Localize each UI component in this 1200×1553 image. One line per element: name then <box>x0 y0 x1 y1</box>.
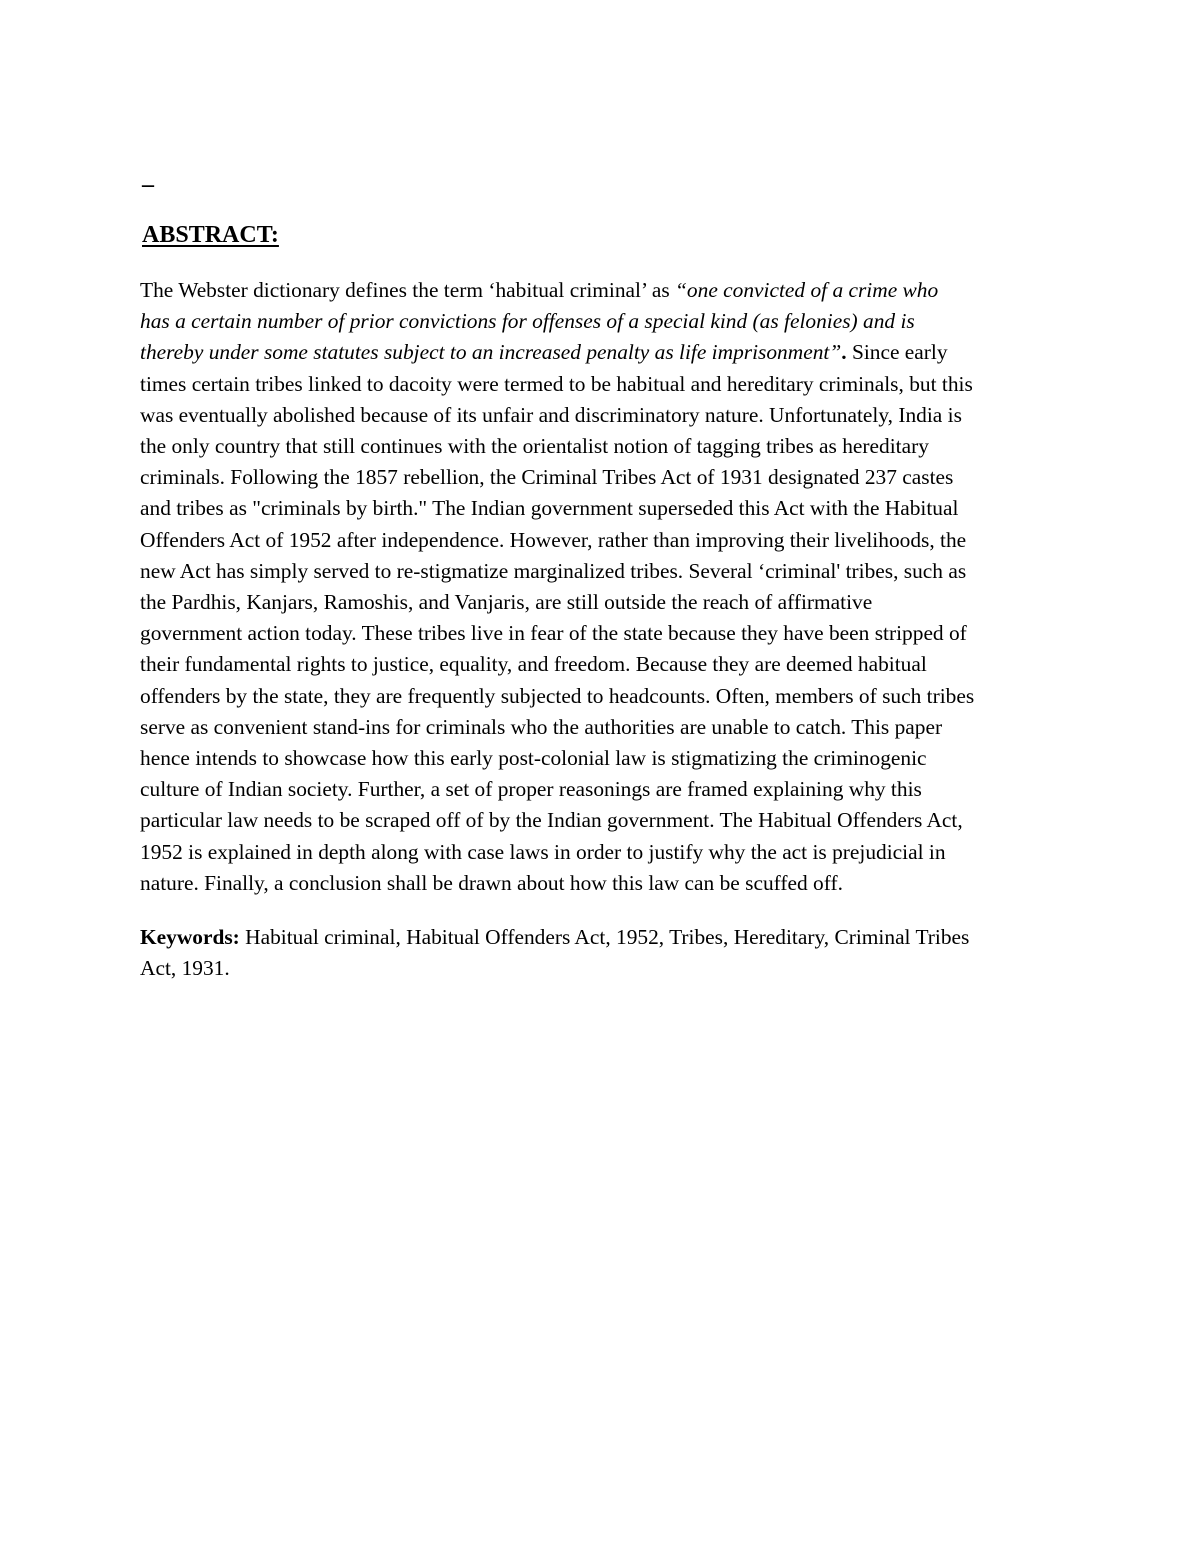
abstract-line: criminals. Following the 1857 rebellion, the Criminal Tribes Act of 1931 designated 237 castes <box>140 465 954 490</box>
abstract-line <box>140 337 1070 368</box>
abstract-line: serve as convenient stand-ins for criminals who the authorities are unable to catch. This paper <box>140 714 943 739</box>
abstract-line: culture of Indian society. Further, a set of proper reasonings are framed explaining why this <box>140 777 922 802</box>
abstract-line: and tribes as "criminals by birth." The Indian government superseded this Act with the Habitual <box>140 496 959 521</box>
abstract-line-text: Since early <box>846 340 948 365</box>
abstract-line: hence intends to showcase how this early post-colonial law is stigmatizing the criminogenic <box>140 746 927 771</box>
definition-period: . <box>841 340 847 365</box>
abstract-line: government action today. These tribes live in fear of the state because they have been stripped of <box>140 621 967 646</box>
abstract-line: their fundamental rights to justice, equality, and freedom. Because they are deemed habitual <box>140 652 927 677</box>
dash-mark: – <box>142 172 154 198</box>
keywords-line <box>140 922 1070 953</box>
keywords-text: Habitual criminal, Habitual Offenders Act, 1952, Tribes, Hereditary, Criminal Tribes <box>239 925 970 949</box>
abstract-line: offenders by the state, they are frequently subjected to headcounts. Often, members of such tribes <box>140 683 975 708</box>
abstract-line: the only country that still continues with the orientalist notion of tagging tribes as hereditary <box>140 434 929 459</box>
abstract-line: the Pardhis, Kanjars, Ramoshis, and Vanjaris, are still outside the reach of affirmative <box>140 590 873 615</box>
definition-line-2: has a certain number of prior convictions for offenses of a special kind (as felonies) and is <box>140 309 915 334</box>
abstract-line: times certain tribes linked to dacoity were termed to be habitual and hereditary criminals, but this <box>140 371 973 396</box>
keywords-line: Act, 1931. <box>140 956 230 981</box>
abstract-heading: ABSTRACT: <box>142 222 279 248</box>
abstract-line <box>140 275 1070 306</box>
abstract-intro: The Webster dictionary defines the term ‘habitual criminal’ as <box>140 278 676 302</box>
abstract-line: nature. Finally, a conclusion shall be drawn about how this law can be scuffed off. <box>140 870 843 895</box>
abstract-paragraph <box>140 275 1070 899</box>
keywords-paragraph <box>140 922 1070 984</box>
abstract-line: new Act has simply served to re-stigmatize marginalized tribes. Several ‘criminal' tribes, such as <box>140 558 967 583</box>
definition-line-1: “one convicted of a crime who <box>675 278 939 302</box>
abstract-line: was eventually abolished because of its unfair and discriminatory nature. Unfortunately, India is <box>140 402 962 427</box>
definition-line-3: thereby under some statutes subject to an increased penalty as life imprisonment” <box>140 340 842 365</box>
keywords-label: Keywords: <box>140 925 240 949</box>
abstract-line: Offenders Act of 1952 after independence. However, rather than improving their livelihoods, the <box>140 527 967 552</box>
abstract-line <box>140 306 1070 337</box>
abstract-line: particular law needs to be scraped off of by the Indian government. The Habitual Offenders Act, <box>140 808 963 833</box>
abstract-line: 1952 is explained in depth along with case laws in order to justify why the act is prejudicial in <box>140 839 946 864</box>
